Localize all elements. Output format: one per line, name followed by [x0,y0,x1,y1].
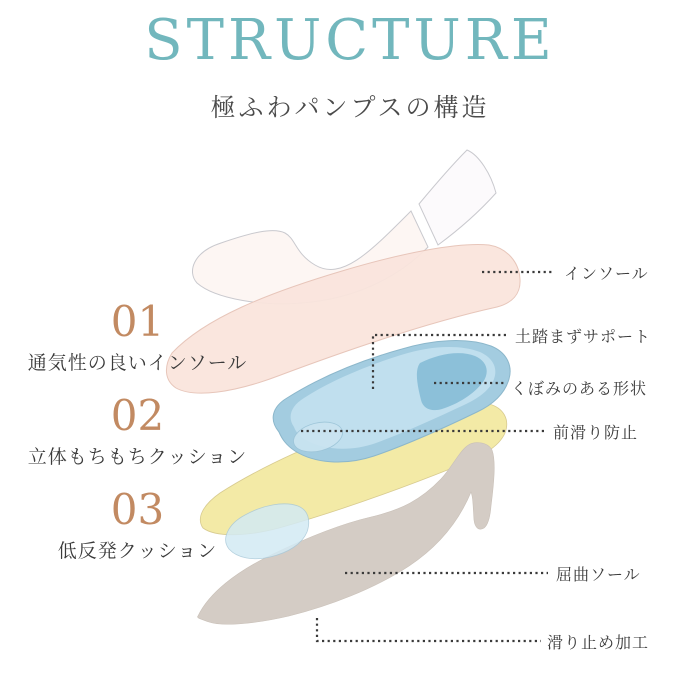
leader-line-nonslip-finish [317,618,541,641]
page-subtitle: 極ふわパンプスの構造 [210,93,490,122]
feature-label: 通気性の良いインソール [27,352,248,374]
feature-number: 01 [110,297,165,346]
feature-item-3 [15,485,260,563]
feature-number: 02 [110,391,165,440]
feature-label: 低反発クッション [57,540,218,562]
callout-flex-sole: 屈曲ソール [556,565,641,584]
feature-number: 03 [110,485,165,534]
callout-dimple-shape: くぼみのある形状 [511,379,648,398]
callout-front-slip-guard: 前滑り防止 [553,423,639,442]
feature-item-2 [15,391,260,469]
page-title: STRUCTURE [144,8,556,73]
callout-nonslip-finish: 滑り止め加工 [547,633,650,652]
feature-item-1 [15,297,260,375]
feature-label: 立体もちもちクッション [27,446,248,468]
callout-insole: インソール [564,264,649,283]
callout-arch-support: 土踏まずサポート [515,327,652,346]
shoe-upper-heel-shape [419,150,496,245]
